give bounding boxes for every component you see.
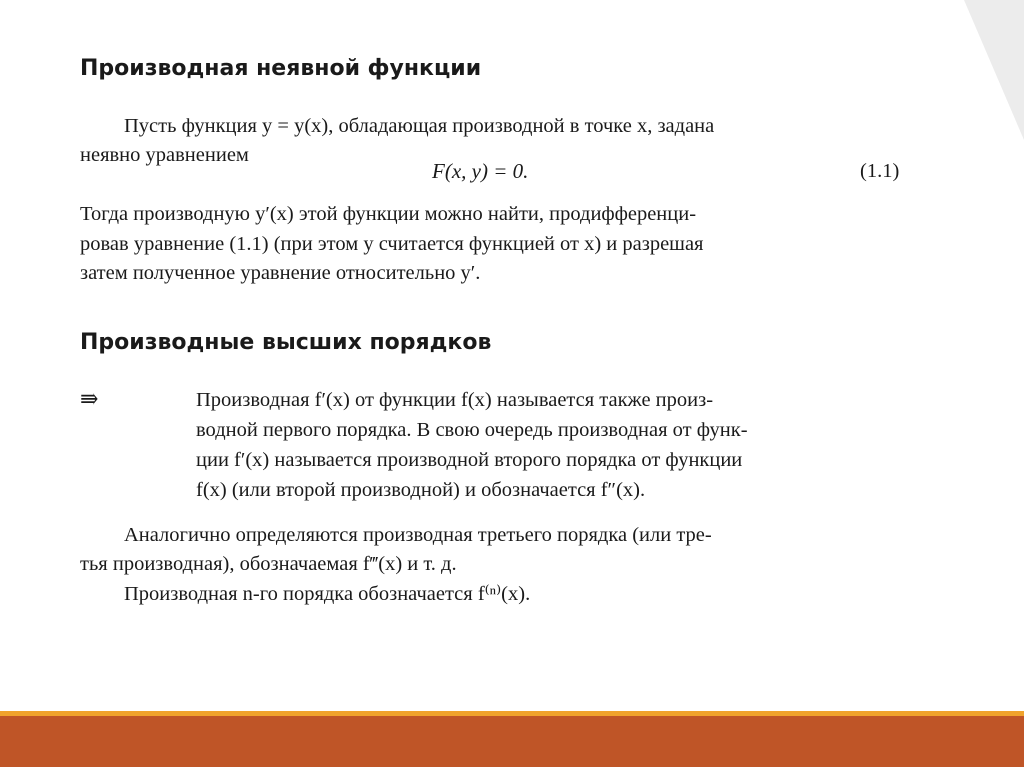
section-heading-higher-derivatives: Производные высших порядков xyxy=(80,330,492,355)
definition-line: f(x) (или второй производной) и обозначается f″(x). xyxy=(196,479,646,501)
equation-number: (1.1) xyxy=(860,160,900,182)
definition-line: Производная f′(x) от функции f(x) называется также произ- xyxy=(196,389,714,411)
text-line: Пусть функция y = y(x), обладающая производной в точке x, задана xyxy=(124,115,715,137)
section-heading-implicit-function: Производная неявной функции xyxy=(80,56,482,81)
text-line: неявно уравнением xyxy=(80,144,249,166)
definition-line: водной первого порядка. В свою очередь производная от функ- xyxy=(196,419,748,441)
equation: F(x, y) = 0. xyxy=(432,159,529,183)
accent-bar-footer xyxy=(0,716,1024,767)
paragraph-line: тья производная), обозначаемая f‴(x) и т. д. xyxy=(80,553,457,575)
implies-arrow-icon: ⇛ xyxy=(80,386,99,411)
paragraph-line: Производная n-го порядка обозначается f⁽ⁿ⁾(x). xyxy=(124,583,531,605)
text-line: ровав уравнение (1.1) (при этом y считается функцией от x) и разрешая xyxy=(80,233,704,255)
page-corner-decoration xyxy=(964,0,1024,140)
text-line: Тогда производную y′(x) этой функции можно найти, продифференци- xyxy=(80,203,697,225)
paragraph-line: Аналогично определяются производная третьего порядка (или тре- xyxy=(124,524,712,546)
text-line: затем полученное уравнение относительно y′. xyxy=(80,262,481,284)
definition-line: ции f′(x) называется производной второго порядка от функции xyxy=(196,449,743,471)
